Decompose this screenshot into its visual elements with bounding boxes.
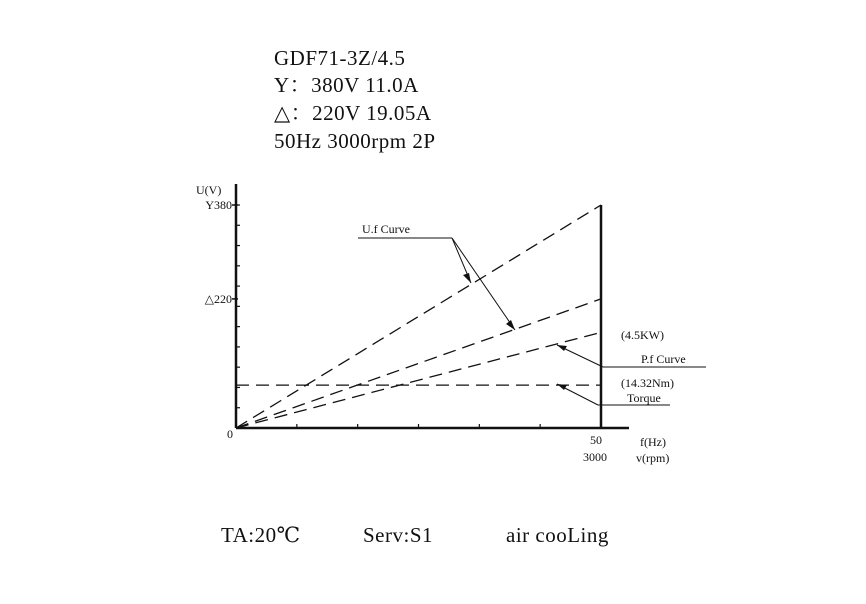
uf-curve-arrowhead — [506, 320, 515, 330]
y-axis-label: U(V) — [196, 183, 222, 197]
uf-curve-label: U.f Curve — [362, 222, 410, 236]
pf-curve-arrowhead — [557, 345, 567, 351]
star-rating: Y：380V 11.0A — [274, 73, 419, 97]
series-line-3 — [236, 332, 601, 428]
cooling-type: air cooLing — [506, 523, 609, 547]
torque-value-label: (14.32Nm) — [621, 376, 674, 390]
power-label: (4.5KW) — [621, 328, 664, 342]
uf-curve-arrowhead — [463, 273, 471, 283]
x-axis-label: f(Hz) — [640, 435, 666, 449]
y-tick-label: Y380 — [205, 198, 232, 212]
x-axis-label-secondary: v(rpm) — [636, 451, 670, 465]
delta-rating: △：220V 19.05A — [274, 101, 432, 125]
torque-arrowhead — [557, 384, 567, 390]
pf-curve-label: P.f Curve — [641, 352, 686, 366]
service-duty: Serv:S1 — [363, 523, 434, 547]
ambient-temperature: TA:20℃ — [221, 523, 301, 547]
x-tick-label: 0 — [227, 427, 233, 441]
y-tick-label: △220 — [204, 291, 232, 306]
chart-annotations — [358, 222, 706, 405]
series-line-2 — [236, 299, 601, 428]
frequency-speed: 50Hz 3000rpm 2P — [274, 129, 436, 153]
x-tick-label: 50 — [590, 433, 602, 447]
motor-model: GDF71-3Z/4.5 — [274, 46, 406, 70]
chart-axes — [196, 183, 669, 465]
torque-label: Torque — [627, 391, 661, 405]
uf-curve-leader — [452, 238, 515, 330]
x-tick-label-secondary: 3000 — [583, 450, 607, 464]
